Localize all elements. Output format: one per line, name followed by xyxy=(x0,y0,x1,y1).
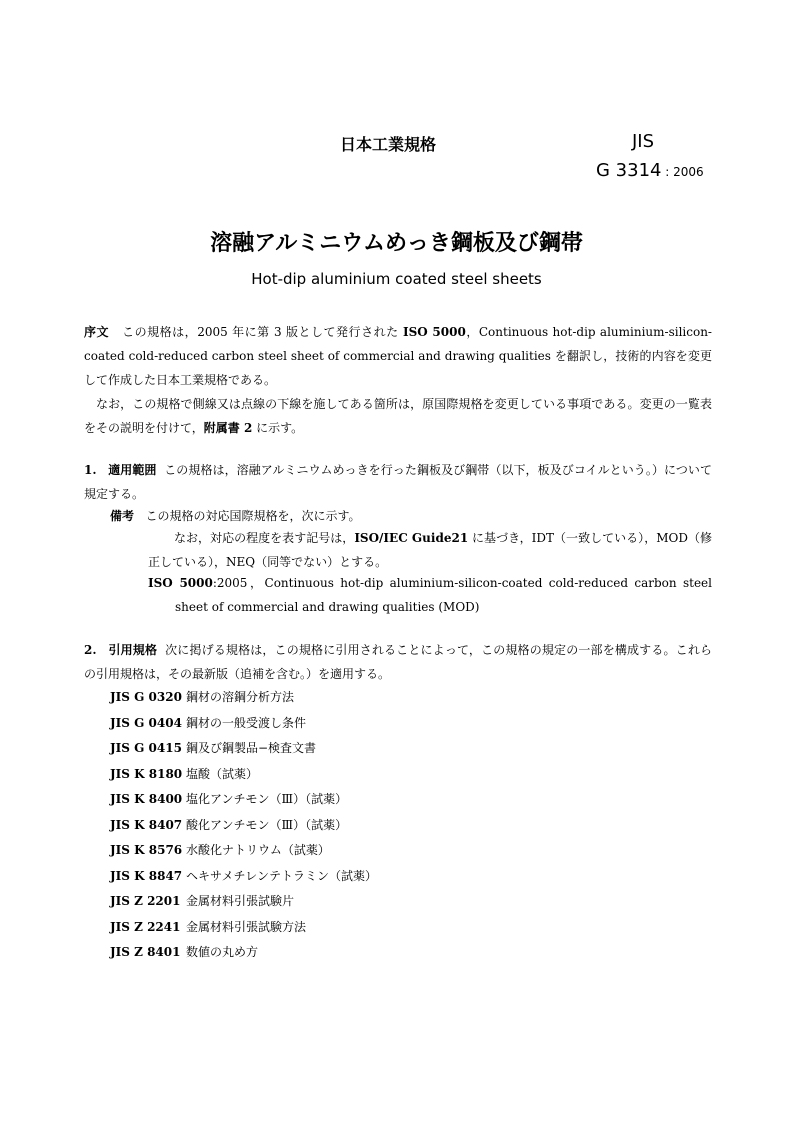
reference-item: JIS K 8847 ヘキサメチレンテトラミン（試薬） xyxy=(110,868,377,883)
standard-name: 日本工業規格 xyxy=(340,135,437,154)
preface-note-b: に示す。 xyxy=(252,421,304,435)
section-2-number: 2. xyxy=(84,643,97,657)
iso-reference-code: ISO 5000 xyxy=(148,576,213,590)
reference-item: JIS G 0415 鋼及び鋼製品−検査文書 xyxy=(110,741,317,755)
preface-text-b: ，Continuous hot-dip aluminium-silicon-coated cold-reduced carbon steel sheet of commercial and drawing qualities を翻訳し，技術的内容を変更して作成した日本工業規格である。 xyxy=(84,325,712,387)
preface-paragraph-1 xyxy=(84,320,712,392)
remark-note-b: に基づき，IDT（一致している），MOD（修正している），NEQ（同等でない）とする。 xyxy=(148,531,713,569)
iso-reference-text: :2005，Continuous hot-dip aluminium-silicon-coated cold-reduced carbon steel sheet of commercial and drawing qualities (MOD) xyxy=(175,576,712,614)
document-title-japanese: 溶融アルミニウムめっき鋼板及び鋼帯 xyxy=(210,231,583,256)
section-1-paragraph xyxy=(84,458,712,506)
reference-item: JIS G 0404 鋼材の一般受渡し条件 xyxy=(110,715,307,730)
reference-item: JIS K 8180 塩酸（試薬） xyxy=(110,766,259,781)
standard-number xyxy=(596,160,704,181)
remark-label: 備考 xyxy=(110,509,135,523)
remark-text: この規格の対応国際規格を，次に示す。 xyxy=(145,509,361,523)
reference-item: JIS Z 8401 数値の丸め方 xyxy=(110,945,259,959)
preface-note-a: なお，この規格で側線又は点線の下線を施してある箇所は，原国際規格を変更している事項である。変更の一覧表をその説明を付けて， xyxy=(84,397,712,435)
standard-number-code: G 3314 xyxy=(596,160,662,181)
reference-item: JIS G 0320 鋼材の溶鋼分析方法 xyxy=(110,690,295,704)
reference-item: JIS Z 2201 金属材料引張試験片 xyxy=(110,894,295,908)
section-2-text: 次に掲げる規格は，この規格に引用されることによって，この規格の規定の一部を構成する。これらの引用規格は，その最新版（追補を含む。）を適用する。 xyxy=(84,643,712,681)
section-2-paragraph xyxy=(84,638,712,686)
preface-iso-ref: ISO 5000 xyxy=(402,325,466,339)
reference-item: JIS K 8576 水酸化ナトリウム（試薬） xyxy=(110,843,330,857)
document-title-english: Hot-dip aluminium coated steel sheets xyxy=(251,270,542,288)
section-1-remark xyxy=(110,504,712,528)
remark-note xyxy=(148,526,712,574)
jis-label: JIS xyxy=(632,131,655,152)
standard-year: : 2006 xyxy=(661,165,704,179)
normative-references-list xyxy=(110,685,610,966)
remark-note-a: なお，対応の程度を表す記号は， xyxy=(174,531,355,545)
iso-reference xyxy=(148,571,712,619)
section-2-heading: 引用規格 xyxy=(108,643,158,657)
section-1-text: この規格は，溶融アルミニウムめっきを行った鋼板及び鋼帯（以下，板及びコイルという。）について規定する。 xyxy=(84,463,712,501)
preface-annex-ref: 附属書 2 xyxy=(203,421,253,435)
remark-guide-ref: ISO/IEC Guide21 xyxy=(354,531,469,545)
preface-paragraph-2 xyxy=(84,392,712,440)
preface-text-a: この規格は，2005 年に第 3 版として発行された xyxy=(122,325,403,339)
section-1-heading: 適用範囲 xyxy=(108,463,157,477)
reference-item: JIS K 8400 塩化アンチモン（Ⅲ）（試薬） xyxy=(110,792,348,806)
reference-item: JIS Z 2241 金属材料引張試験方法 xyxy=(110,919,307,934)
reference-item: JIS K 8407 酸化アンチモン（Ⅲ）（試薬） xyxy=(110,817,348,832)
section-1-number: 1. xyxy=(84,463,97,477)
preface-label: 序文 xyxy=(84,325,110,339)
